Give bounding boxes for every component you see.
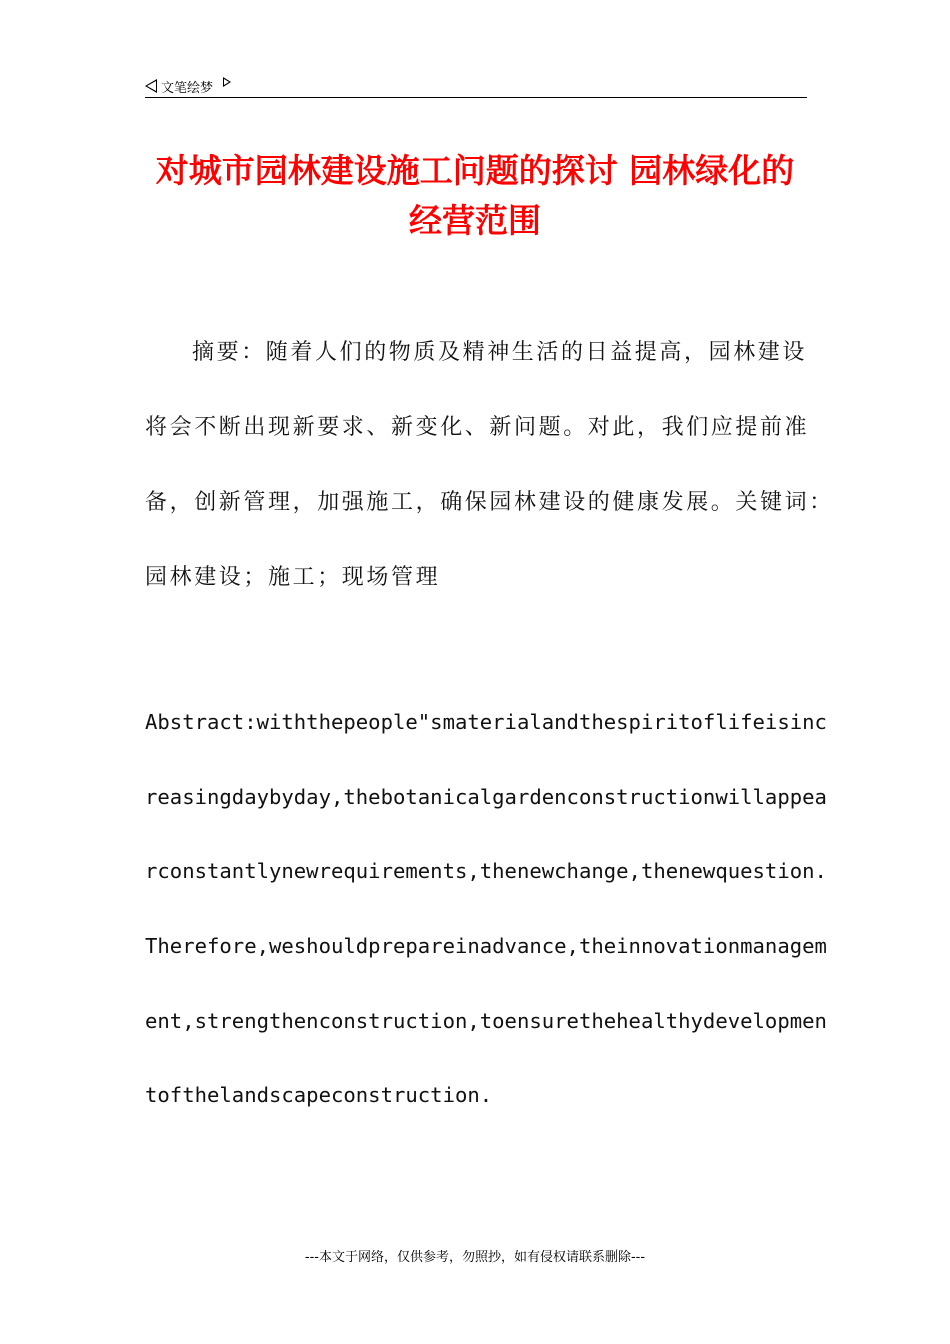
page-header xyxy=(145,74,807,98)
abstract-en-line: Abstract:withthepeople"smaterialandthespiritoflifeisinc xyxy=(145,710,827,734)
document-title xyxy=(120,146,830,246)
abstract-cn-line: 园林建设；施工；现场管理 xyxy=(145,565,441,590)
abstract-en-line: ent,strengthenconstruction,toensurethehealthydevelopmen xyxy=(145,1009,827,1033)
abstract-cn-line: 备，创新管理，加强施工，确保园林建设的健康发展。关键词： xyxy=(145,490,834,515)
abstract-en-line: reasingdaybyday,thebotanicalgardenconstructionwillappea xyxy=(145,785,827,809)
abstract-cn-line: 将会不断出现新要求、新变化、新问题。对此，我们应提前准 xyxy=(145,415,810,440)
abstract-en-line: rconstantlynewrequirements,thenewchange,thenewquestion. xyxy=(145,859,827,883)
header-label: 文笔绘梦 xyxy=(161,80,214,96)
header-divider xyxy=(145,97,807,98)
abstract-cn-line: 摘要：随着人们的物质及精神生活的日益提高，园林建设 xyxy=(192,340,808,365)
abstract-en-line: Therefore,weshouldprepareinadvance,theinnovationmanagem xyxy=(145,934,827,958)
title-line-1: 对城市园林建设施工问题的探讨 园林绿化的 xyxy=(155,151,795,190)
title-line-2: 经营范围 xyxy=(409,201,541,240)
abstract-en-line: tofthelandscapeconstruction. xyxy=(145,1083,493,1107)
page-footer: ---本文于网络，仅供参考，勿照抄，如有侵权请联系删除--- xyxy=(304,1250,646,1265)
triangle-right-icon xyxy=(223,77,231,87)
triangle-left-icon xyxy=(145,79,157,93)
